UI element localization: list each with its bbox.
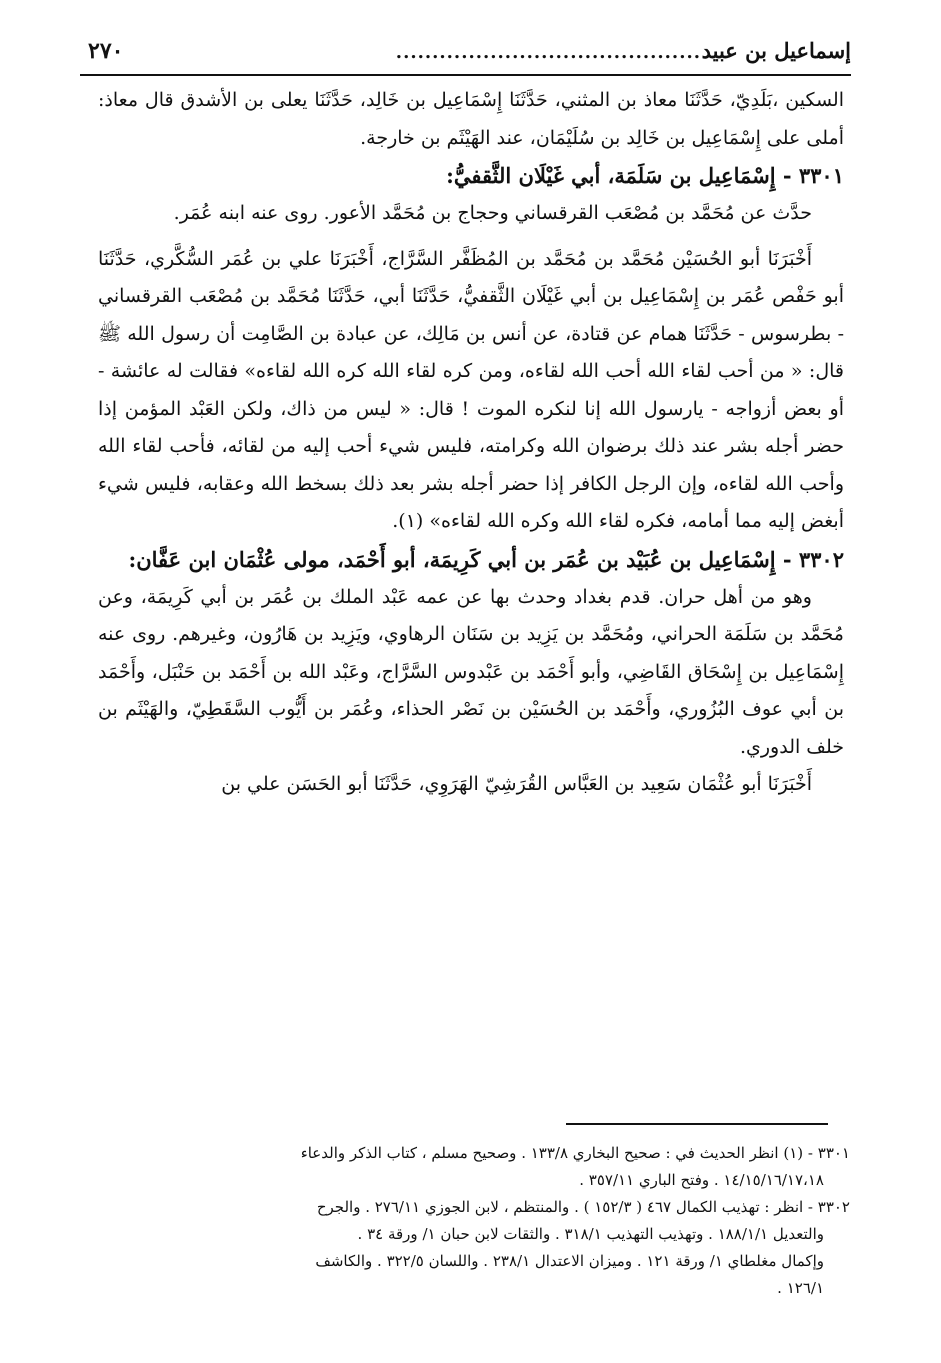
footnote-3301-line2: ١٤/١٥/١٦/١٧،١٨ . وفتح الباري ٣٥٧/١١ . xyxy=(579,1171,824,1189)
running-head-title: إسماعيل بن عبيد xyxy=(701,38,851,63)
isnad-paragraph: أَخْبَرَنَا أبو عُثْمَان سَعِيد بن العَبَّاس القُرَشِيّ الهَرَوِي، حَدَّثَنَا أبو الحَسَن علي بن xyxy=(221,773,812,795)
footnote-rule xyxy=(566,1123,828,1125)
hadith-paragraph: أَخْبَرَنَا أبو الحُسَيْن مُحَمَّد بن مُحَمَّد بن المُظَفَّر السَّرَّاج، أَخْبَرَنَا علي بن عُمَر السُّكَّري، حَدَّثَنَا أبو حَفْص عُمَر بن إِسْمَاعِيل بن أبي غَيْلَان الثَّقفيُّ، حَدَّثَنَا أبي، حَدَّثَنَا مُحَمَّد بن مُصْعَب القرقساني - بطرسوس - حَدَّثَنَا همام عن قتادة، عن أنس بن مَالِك، عن عبادة بن الصَّامِت أن رسول الله ﷺ قال: « من أحب لقاء الله أحب الله لقاءه، ومن كره لقاء الله كره الله لقاءه» فقالت له عائشة - أو بعض أزواجه - يارسول الله إنا لنكره الموت ! قال: « ليس من ذاك، ولكن العَبْد المؤمن إذا حضر أجله بشر عند ذلك برضوان الله وكرامته، فليس شيء أحب إليه من لقائه، فأحب لقاء الله وأحب الله لقاءه، وإن الرجل الكافر إذا حضر أجله بشر بعد ذلك بسخط الله وعقابه، فليس شيء أبغض إليه مما أمامه، فكره لقاء الله وكره الله لقاءه» (١). xyxy=(98,247,844,532)
entry-bio-3302: وهو من أهل حران. قدم بغداد وحدث بها عن عمه عَبْد الملك بن عُمَر بن أبي كَرِيمَة، وعن مُحَمَّد بن سَلَمَة الحراني، ومُحَمَّد بن يَزِيد بن سَنَان الرهاوي، ويَزِيد بن هَارُون، وغيرهم. روى عنه إِسْمَاعِيل بن إِسْحَاق القَاضِي، وأبو أَحْمَد بن عَبْدوس السَّرَّاج، وعَبْد الله بن أَحْمَد بن حَنْبَل، وأَحْمَد بن أبي عوف البُزُوري، وأَحْمَد بن الحُسَيْن بن نَصْر الحذاء، وعُمَر بن أَيُّوب السَّقَطِيّ، والهَيْثَم بن خلف الدوري. xyxy=(98,585,844,758)
footnotes xyxy=(90,1140,850,1302)
footnote-3302-line3: وإكمال مغلطاي ١/ ورقة ١٢١ . وميزان الاعتدال ٢٣٨/١ . واللسان ٣٢٢/٥ . والكاشف xyxy=(315,1252,824,1270)
footnote-3302-line2: والتعديل ١٨٨/١/١ . وتهذيب التهذيب ٣١٨/١ . والثقات لابن حبان ١/ ورقة ٣٤ . xyxy=(357,1225,824,1243)
header-rule xyxy=(80,74,851,76)
footnote-3301-line1: ٣٣٠١ - (١) انظر الحديث في : صحيح البخاري ١٣٣/٨ . وصحيح مسلم ، كتاب الذكر والدعاء xyxy=(300,1144,850,1162)
running-header xyxy=(80,38,851,78)
paragraph-continuation: السكين ،بَلَدِيّ، حَدَّثَنَا معاذ بن المثني، حَدَّثَنَا إِسْمَاعِيل بن خَالِد، حَدَّثَنَا يعلى بن الأشدق قال معاذ: أملى على إِسْمَاعِيل بن خَالِد بن سُلَيْمَان، عند الهَيْثَم بن خارجة. xyxy=(98,89,844,149)
running-head-dots: .......................................... xyxy=(395,42,701,63)
footnote-3302-line1: ٣٣٠٢ - انظر : تهذيب الكمال ٤٦٧ ( ١٥٢/٣ ) . والمنتظم ، لابن الجوزي ٢٧٦/١١ . والجرح xyxy=(316,1198,850,1216)
entry-heading-3301: ٣٣٠١ - إِسْمَاعِيل بن سَلَمَة، أبي غَيْلَان الثَّقفيُّ: xyxy=(446,163,844,188)
entry-heading-3302: ٣٣٠٢ - إِسْمَاعِيل بن عُبَيْد بن عُمَر بن أبي كَرِيمَة، أبو أَحْمَد، مولى عُثْمَان ابن عَفَّان: xyxy=(128,546,844,572)
main-text xyxy=(98,82,844,804)
entry-bio-3301: حدَّث عن مُحَمَّد بن مُصْعَب القرقساني وحجاج بن مُحَمَّد الأعور. روى عنه ابنه عُمَر. xyxy=(173,202,812,224)
footnote-3302-line4: ١٢٦/١ . xyxy=(777,1279,824,1297)
page-number: ٢٧٠ xyxy=(88,38,124,64)
